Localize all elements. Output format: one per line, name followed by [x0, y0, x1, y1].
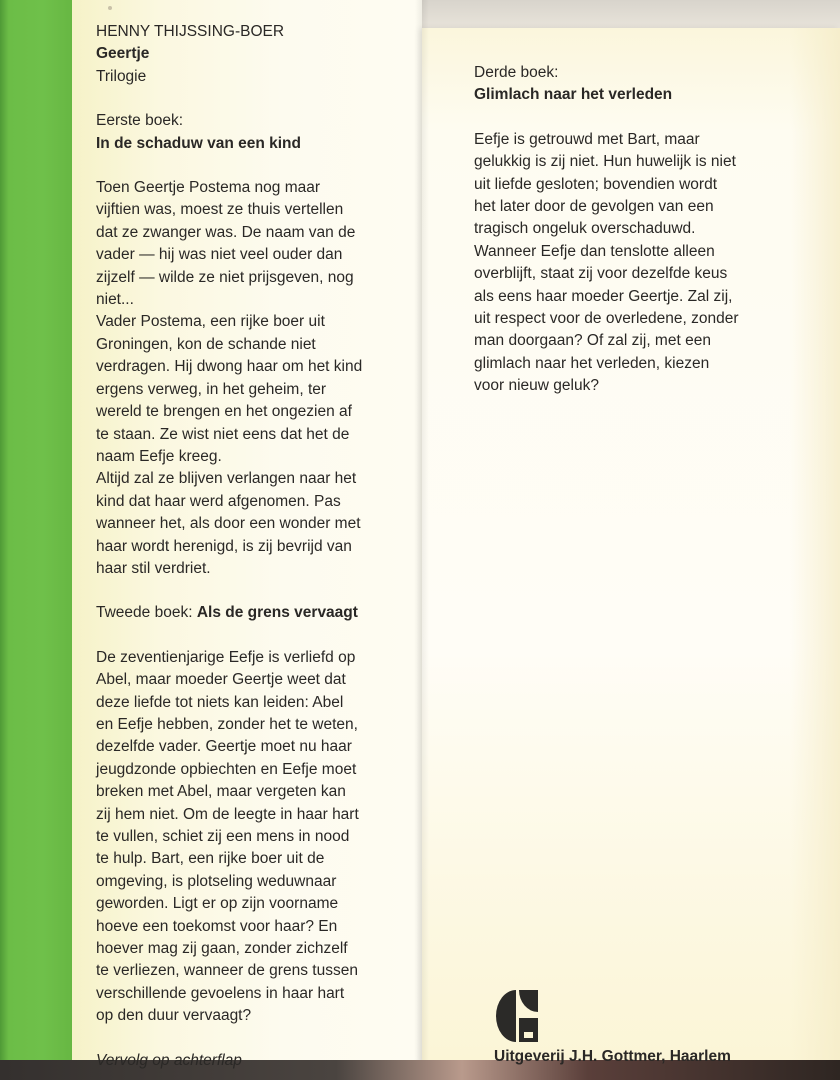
book2-title: Als de grens vervaagt	[196, 604, 358, 622]
synopsis-line: glimlach naar het verleden, kiezen	[474, 354, 710, 372]
paper-speck	[108, 6, 112, 10]
synopsis-line: omgeving, is plotseling weduwnaar	[96, 872, 337, 890]
synopsis-line: en Eefje hebben, zonder het te weten,	[96, 715, 358, 733]
synopsis-line: jeugdzonde opbiechten en Eefje moet	[96, 760, 357, 778]
synopsis-line: haar stil verdriet.	[96, 559, 211, 577]
synopsis-line: te staan. Ze wist niet eens dat het de	[96, 425, 350, 443]
synopsis-line: verschillende gevoelens in haar hart	[96, 984, 345, 1002]
synopsis-line: hoever mag zij gaan, zonder zichzelf	[96, 940, 348, 958]
synopsis-line: Abel, maar moeder Geertje weet dat	[96, 671, 346, 689]
green-cover-strip	[0, 0, 72, 1060]
synopsis-line: Altijd zal ze blijven verlangen naar het	[96, 470, 357, 488]
synopsis-line: Vader Postema, een rijke boer uit	[96, 313, 325, 331]
synopsis-line: gelukkig is zij niet. Hun huwelijk is niet	[474, 153, 736, 171]
synopsis-line: verdragen. Hij dwong haar om het kind	[96, 358, 363, 376]
synopsis-line: tragisch ongeluk overschaduwd.	[474, 220, 696, 238]
gottmer-g-logo-icon	[494, 988, 540, 1044]
book1-title: In de schaduw van een kind	[96, 134, 301, 152]
synopsis-line: geworden. Ligt er op zijn voorname	[96, 895, 339, 913]
synopsis-line: Wanneer Eefje dan tenslotte alleen	[474, 242, 715, 260]
continuation-note: Vervolg op achterflap	[96, 1051, 242, 1069]
publisher-name: Uitgeverij J.H. Gottmer, Haarlem	[494, 1048, 731, 1065]
book3-label: Derde boek:	[474, 64, 559, 81]
book1-label: Eerste boek:	[96, 112, 184, 130]
flap-fold-shadow	[415, 0, 429, 1060]
synopsis-line: haar wordt herenigd, is zij bevrijd van	[96, 537, 352, 555]
author-name: HENNY THIJSSING-BOER	[96, 23, 285, 40]
book3-synopsis	[474, 129, 804, 398]
synopsis-line: te vullen, schiet zij een mens in nood	[96, 828, 350, 845]
synopsis-line: Groningen, kon de schande niet	[96, 335, 316, 353]
book2-heading	[96, 602, 396, 624]
back-flap-text	[474, 62, 804, 398]
synopsis-line: voor nieuw geluk?	[474, 377, 599, 395]
synopsis-line: zij hem niet. Om de leegte in haar hart	[96, 805, 359, 823]
synopsis-line: wereld te brengen en het ongezien af	[96, 403, 352, 421]
series-title: Geertje	[96, 45, 150, 63]
synopsis-line: kind dat haar werd afgenomen. Pas	[96, 492, 341, 510]
synopsis-line: het later door de gevolgen van een	[474, 198, 714, 216]
publisher-logo	[494, 988, 540, 1044]
synopsis-line: uit liefde gesloten; bovendien wordt	[474, 175, 717, 193]
book1-synopsis	[96, 177, 396, 580]
synopsis-line: vijftien was, moest ze thuis vertellen	[96, 201, 344, 219]
synopsis-line: als eens haar moeder Geertje. Zal zij,	[474, 287, 733, 305]
synopsis-line: niet...	[96, 291, 134, 309]
synopsis-line: zijzelf — wilde ze niet prijsgeven, nog	[96, 268, 354, 286]
synopsis-line: te hulp. Bart, een rijke boer uit de	[96, 850, 325, 868]
synopsis-line: man doorgaan? Of zal zij, met een	[474, 332, 711, 350]
synopsis-line: dezelfde vader. Geertje moet nu haar	[96, 738, 352, 756]
synopsis-line: breken met Abel, maar vergeten kan	[96, 783, 346, 801]
synopsis-line: te verliezen, wanneer de grens tussen	[96, 962, 358, 980]
book2-label: Tweede boek:	[96, 604, 197, 622]
synopsis-line: wanneer het, als door een wonder met	[96, 515, 361, 533]
synopsis-line: uit respect voor de overledene, zonder	[474, 310, 739, 328]
synopsis-line: vader — hij was niet veel ouder dan	[96, 246, 343, 264]
book2-synopsis	[96, 647, 396, 1028]
synopsis-line: Eefje is getrouwd met Bart, maar	[474, 130, 700, 148]
front-flap-text	[96, 21, 396, 1072]
synopsis-line: dat ze zwanger was. De naam van de	[96, 223, 356, 241]
synopsis-line: Toen Geertje Postema nog maar	[96, 179, 321, 197]
book3-title: Glimlach naar het verleden	[474, 86, 673, 104]
synopsis-line: deze liefde tot niets kan leiden: Abel	[96, 693, 344, 711]
synopsis-line: De zeventienjarige Eefje is verliefd op	[96, 648, 356, 666]
synopsis-line: naam Eefje kreeg.	[96, 447, 222, 465]
synopsis-line: op den duur vervaagt?	[96, 1007, 252, 1025]
series-type: Trilogie	[96, 67, 147, 85]
synopsis-line: hoeve een toekomst voor haar? En	[96, 917, 338, 935]
synopsis-line: ergens verweg, in het geheim, ter	[96, 380, 327, 398]
synopsis-line: overblijft, staat zij voor dezelfde keus	[474, 265, 728, 283]
